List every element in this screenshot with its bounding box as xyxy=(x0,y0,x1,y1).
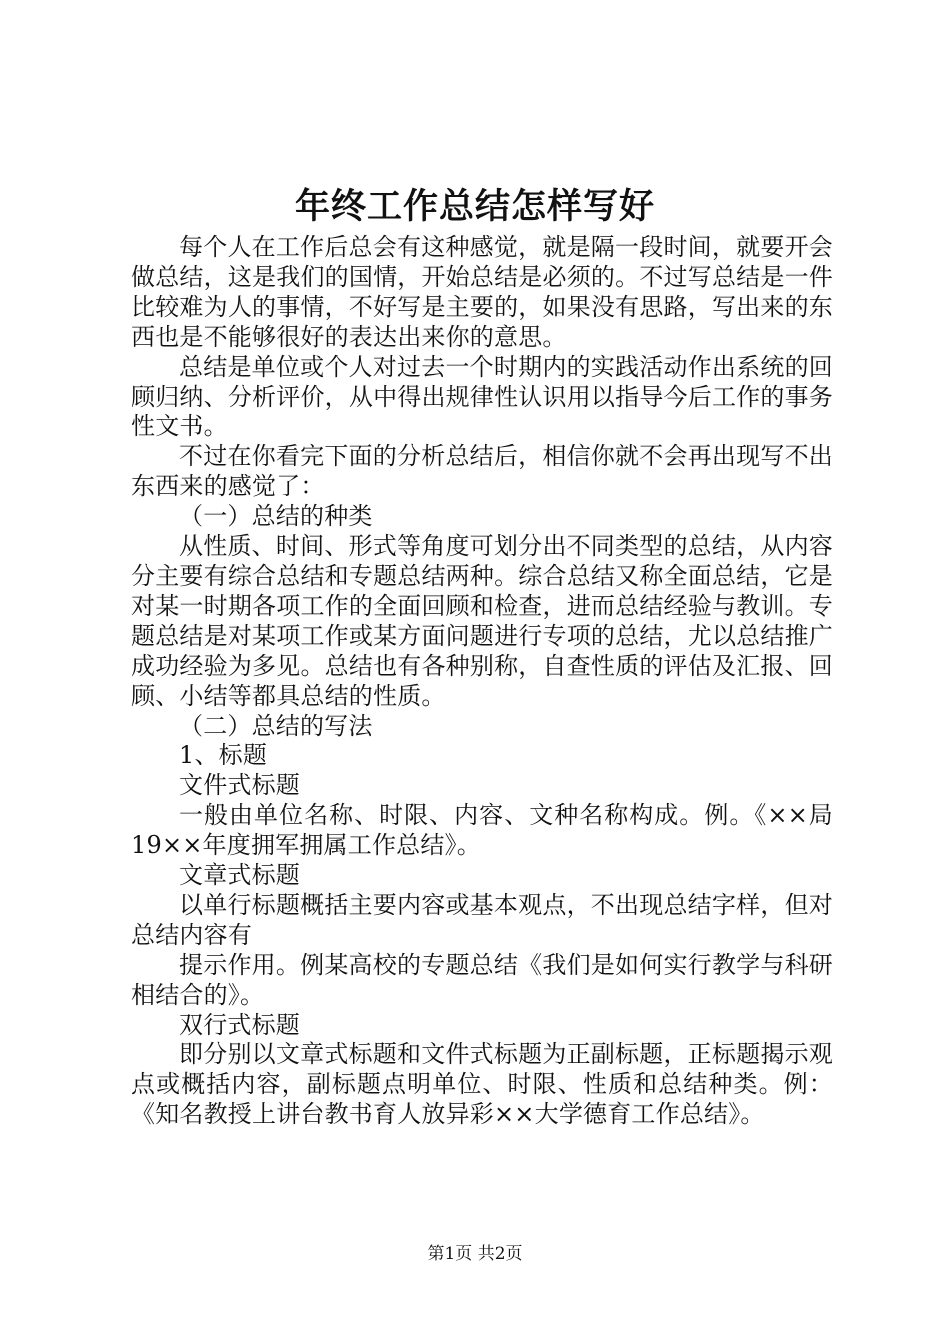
subheading-article-style: 文章式标题 xyxy=(179,861,300,890)
paragraph-article-style-1: 以单行标题概括主要内容或基本观点，不出现总结字样，但对总结内容有 xyxy=(131,890,833,949)
subheading-document-style: 文件式标题 xyxy=(179,771,300,800)
document-body xyxy=(131,233,833,1130)
paragraph-intro: 每个人在工作后总会有这种感觉，就是隔一段时间，就要开会做总结，这是我们的国情，开始总结是必须的。不过写总结是一件比较难为人的事情，不好写是主要的，如果没有思路，写出来的东西也是不能够很好的表达出来你的意思。 xyxy=(131,233,833,351)
paragraph-transition: 不过在你看完下面的分析总结后，相信你就不会再出现写不出东西来的感觉了： xyxy=(131,442,833,501)
section-heading-types: （一）总结的种类 xyxy=(179,502,373,531)
document-title: 年终工作总结怎样写好 xyxy=(294,186,655,227)
paragraph-document-style: 一般由单位名称、时限、内容、文种名称构成。例。《××局19××年度拥军拥属工作总结》。 xyxy=(131,801,833,860)
section-heading-method: （二）总结的写法 xyxy=(179,711,373,740)
paragraph-double-line-style: 即分别以文章式标题和文件式标题为正副标题，正标题揭示观点或概括内容，副标题点明单位、时限、性质和总结种类。例：《知名教授上讲台教书育人放异彩××大学德育工作总结》。 xyxy=(131,1040,833,1129)
paragraph-types: 从性质、时间、形式等角度可划分出不同类型的总结，从内容分主要有综合总结和专题总结两种。综合总结又称全面总结，它是对某一时期各项工作的全面回顾和检查，进而总结经验与教训。专题总结是对某项工作或某方面问题进行专项的总结，尤以总结推广成功经验为多见。总结也有各种别称，自查性质的评估及汇报、回顾、小结等都具总结的性质。 xyxy=(131,532,833,710)
subheading-title: 1、标题 xyxy=(179,741,268,770)
page-footer: 第1页 共2页 xyxy=(427,1244,523,1264)
subheading-double-line-style: 双行式标题 xyxy=(179,1010,300,1039)
paragraph-article-style-2: 提示作用。例某高校的专题总结《我们是如何实行教学与科研相结合的》。 xyxy=(131,950,833,1009)
paragraph-definition: 总结是单位或个人对过去一个时期内的实践活动作出系统的回顾归纳、分析评价，从中得出规律性认识用以指导今后工作的事务性文书。 xyxy=(131,352,833,441)
